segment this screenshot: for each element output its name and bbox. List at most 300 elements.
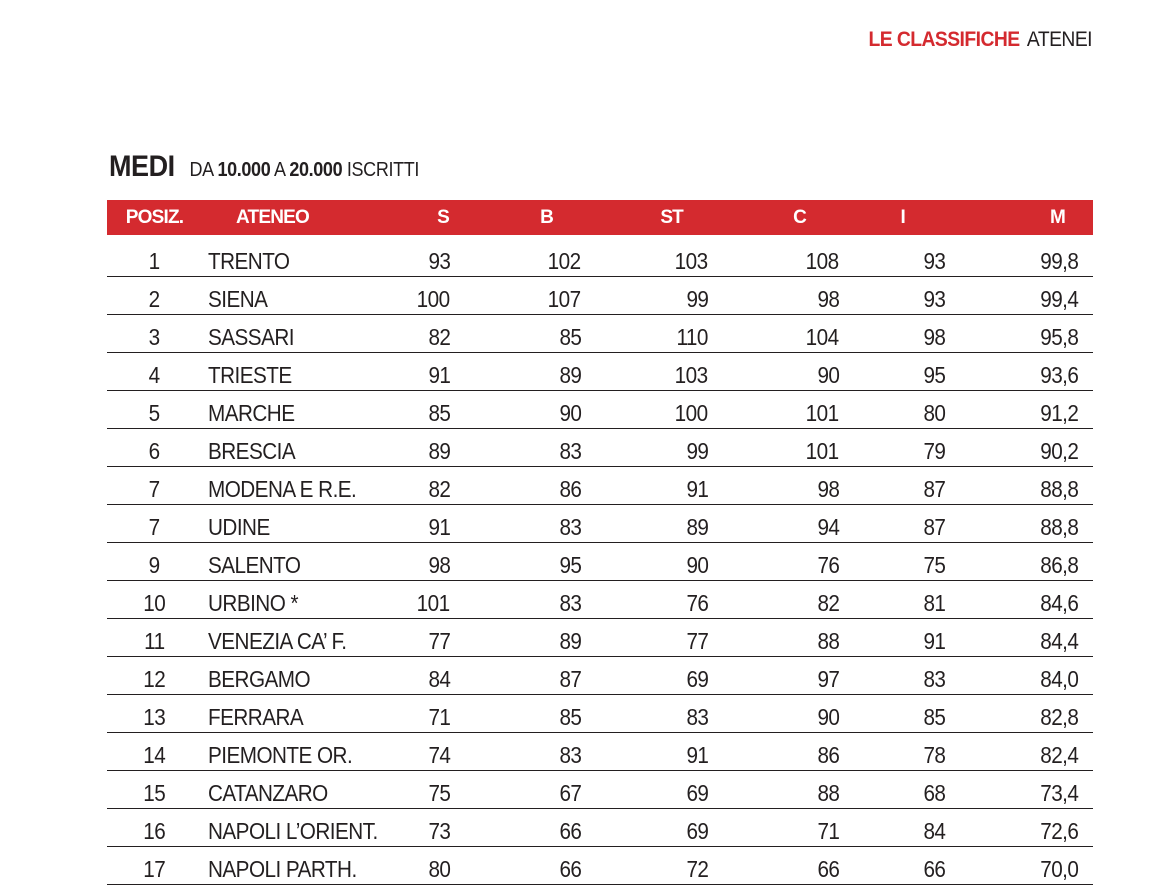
cell-m-text: 84,6 xyxy=(1039,590,1078,616)
cell-name xyxy=(202,809,378,847)
subtitle-max: 20.000 xyxy=(289,159,343,181)
cell-name xyxy=(202,505,366,543)
cell-b-text: 85 xyxy=(559,704,581,730)
cell-pos-text: 2 xyxy=(149,286,160,312)
cell-st-text: 89 xyxy=(686,514,708,540)
cell-b-text: 83 xyxy=(559,438,581,464)
cell-name xyxy=(202,619,366,657)
column-header-pos: POSIZ. xyxy=(107,200,202,235)
cell-m xyxy=(945,733,1093,771)
cell-c-text: 98 xyxy=(817,286,839,312)
cell-m xyxy=(945,543,1093,581)
cell-b xyxy=(450,657,581,695)
cell-i xyxy=(839,733,945,771)
cell-name xyxy=(202,235,366,277)
cell-c-text: 71 xyxy=(817,818,839,844)
table-row xyxy=(107,391,1093,429)
subtitle-mid: A xyxy=(274,159,285,181)
cell-i-text: 83 xyxy=(923,666,945,692)
cell-pos-text: 9 xyxy=(149,552,160,578)
cell-pos-text: 16 xyxy=(143,818,166,844)
cell-b xyxy=(450,581,581,619)
cell-c-text: 90 xyxy=(817,704,839,730)
cell-b-text: 102 xyxy=(548,248,581,274)
cell-m xyxy=(945,315,1093,353)
cell-pos-text: 14 xyxy=(143,742,166,768)
cell-m-text: 99,4 xyxy=(1039,286,1078,312)
column-header-st: ST xyxy=(581,200,708,235)
cell-m-text: 82,4 xyxy=(1039,742,1078,768)
cell-c-text: 76 xyxy=(817,552,839,578)
cell-m xyxy=(945,657,1093,695)
cell-s xyxy=(366,695,450,733)
cell-name xyxy=(202,429,366,467)
cell-pos-text: 12 xyxy=(143,666,166,692)
table-row xyxy=(107,353,1093,391)
column-header-b: B xyxy=(450,200,581,235)
cell-s xyxy=(366,733,450,771)
cell-i xyxy=(839,809,945,847)
cell-s-text: 82 xyxy=(428,324,450,350)
cell-pos-text: 4 xyxy=(149,362,160,388)
cell-m xyxy=(945,771,1093,809)
table-row xyxy=(107,429,1093,467)
column-header-c: C xyxy=(708,200,839,235)
cell-i-text: 75 xyxy=(923,552,945,578)
cell-c xyxy=(708,695,839,733)
cell-pos-text: 17 xyxy=(143,856,166,882)
column-header-m: M xyxy=(945,200,1093,235)
cell-b xyxy=(450,695,581,733)
cell-pos xyxy=(107,809,202,847)
cell-st-text: 103 xyxy=(675,362,708,388)
cell-st-text: 91 xyxy=(686,742,708,768)
cell-b-text: 89 xyxy=(559,362,581,388)
cell-c-text: 90 xyxy=(817,362,839,388)
cell-s xyxy=(366,771,450,809)
cell-b xyxy=(450,315,581,353)
cell-i-text: 98 xyxy=(923,324,945,350)
cell-st-text: 103 xyxy=(675,248,708,274)
cell-m-text: 95,8 xyxy=(1039,324,1078,350)
cell-st xyxy=(581,277,708,315)
cell-s-text: 91 xyxy=(428,362,450,388)
subtitle-prefix: DA xyxy=(189,159,213,181)
cell-st xyxy=(581,733,708,771)
cell-b xyxy=(450,733,581,771)
cell-b-text: 67 xyxy=(559,780,581,806)
cell-name-text: SASSARI xyxy=(208,324,294,350)
cell-c-text: 66 xyxy=(817,856,839,882)
cell-name xyxy=(202,353,366,391)
cell-name-text: MODENA E R.E. xyxy=(208,476,357,502)
cell-c-text: 94 xyxy=(817,514,839,540)
cell-b-text: 83 xyxy=(559,590,581,616)
cell-pos-text: 10 xyxy=(143,590,166,616)
cell-name xyxy=(202,657,366,695)
cell-s-text: 84 xyxy=(428,666,450,692)
cell-s xyxy=(366,619,450,657)
cell-name xyxy=(202,467,366,505)
cell-st xyxy=(581,353,708,391)
cell-st xyxy=(581,235,708,277)
cell-i xyxy=(839,657,945,695)
cell-m xyxy=(945,581,1093,619)
cell-i xyxy=(839,619,945,657)
cell-st-text: 69 xyxy=(686,666,708,692)
cell-c-text: 101 xyxy=(806,438,839,464)
cell-s xyxy=(366,277,450,315)
cell-i xyxy=(839,543,945,581)
cell-pos xyxy=(107,657,202,695)
cell-m-text: 82,8 xyxy=(1039,704,1078,730)
cell-c xyxy=(708,315,839,353)
column-header-i: I xyxy=(839,200,945,235)
cell-c xyxy=(708,809,839,847)
cell-b-text: 66 xyxy=(559,818,581,844)
cell-pos xyxy=(107,733,202,771)
cell-name xyxy=(202,733,366,771)
section-label: LE CLASSIFICHE xyxy=(868,28,1020,51)
cell-m xyxy=(945,353,1093,391)
cell-b-text: 83 xyxy=(559,742,581,768)
category-label: ATENEI xyxy=(1026,28,1092,51)
table-row xyxy=(107,543,1093,581)
cell-i-text: 91 xyxy=(923,628,945,654)
cell-i xyxy=(839,315,945,353)
cell-s xyxy=(366,467,450,505)
cell-i-text: 80 xyxy=(923,400,945,426)
cell-s-text: 98 xyxy=(428,552,450,578)
cell-i-text: 87 xyxy=(923,514,945,540)
cell-s-text: 74 xyxy=(428,742,450,768)
cell-pos xyxy=(107,467,202,505)
cell-b xyxy=(450,543,581,581)
table-row xyxy=(107,277,1093,315)
cell-c xyxy=(708,505,839,543)
cell-m-text: 70,0 xyxy=(1039,856,1078,882)
cell-st xyxy=(581,581,708,619)
cell-b xyxy=(450,391,581,429)
cell-pos-text: 5 xyxy=(149,400,160,426)
cell-i-text: 81 xyxy=(923,590,945,616)
cell-i-text: 93 xyxy=(923,286,945,312)
cell-m-text: 93,6 xyxy=(1039,362,1078,388)
cell-b-text: 83 xyxy=(559,514,581,540)
cell-c xyxy=(708,619,839,657)
ranking-table xyxy=(107,200,1093,885)
cell-b-text: 66 xyxy=(559,856,581,882)
cell-c xyxy=(708,353,839,391)
cell-name-text: FERRARA xyxy=(208,704,304,730)
cell-b xyxy=(450,353,581,391)
cell-i xyxy=(839,277,945,315)
cell-pos-text: 7 xyxy=(149,514,160,540)
cell-b xyxy=(450,505,581,543)
cell-b-text: 95 xyxy=(559,552,581,578)
cell-st-text: 77 xyxy=(686,628,708,654)
cell-st-text: 99 xyxy=(686,286,708,312)
cell-st xyxy=(581,467,708,505)
cell-st xyxy=(581,695,708,733)
cell-s xyxy=(366,235,450,277)
cell-b-text: 87 xyxy=(559,666,581,692)
cell-i-text: 78 xyxy=(923,742,945,768)
table-title-main: MEDI xyxy=(109,150,175,183)
cell-i xyxy=(839,505,945,543)
cell-c xyxy=(708,235,839,277)
cell-name-text: BRESCIA xyxy=(208,438,296,464)
cell-name-text: NAPOLI L’ORIENT. xyxy=(208,818,378,844)
table-row xyxy=(107,581,1093,619)
cell-st-text: 76 xyxy=(686,590,708,616)
subtitle-suffix: ISCRITTI xyxy=(346,159,420,181)
cell-name-text: PIEMONTE OR. xyxy=(208,742,353,768)
cell-m xyxy=(945,429,1093,467)
cell-pos xyxy=(107,391,202,429)
cell-i xyxy=(839,771,945,809)
cell-c xyxy=(708,543,839,581)
cell-b xyxy=(450,809,581,847)
cell-s-text: 71 xyxy=(428,704,450,730)
cell-m xyxy=(945,391,1093,429)
cell-s-text: 101 xyxy=(417,590,450,616)
table-row xyxy=(107,315,1093,353)
cell-b-text: 86 xyxy=(559,476,581,502)
cell-st-text: 99 xyxy=(686,438,708,464)
cell-name xyxy=(202,543,366,581)
column-header-name: ATENEO xyxy=(202,200,366,235)
cell-name-text: BERGAMO xyxy=(208,666,311,692)
table-row xyxy=(107,695,1093,733)
cell-pos xyxy=(107,543,202,581)
cell-i-text: 93 xyxy=(923,248,945,274)
page-header xyxy=(868,28,1092,52)
cell-name-text: CATANZARO xyxy=(208,780,328,806)
cell-pos xyxy=(107,771,202,809)
table-body xyxy=(107,235,1093,885)
cell-pos xyxy=(107,315,202,353)
cell-m-text: 88,8 xyxy=(1039,476,1078,502)
cell-s-text: 85 xyxy=(428,400,450,426)
cell-m-text: 84,0 xyxy=(1039,666,1078,692)
cell-c-text: 88 xyxy=(817,780,839,806)
cell-b xyxy=(450,235,581,277)
cell-i xyxy=(839,429,945,467)
cell-s xyxy=(366,809,450,847)
cell-i xyxy=(839,353,945,391)
cell-st xyxy=(581,809,708,847)
cell-name xyxy=(202,391,366,429)
cell-s xyxy=(366,543,450,581)
cell-c-text: 101 xyxy=(806,400,839,426)
cell-c-text: 88 xyxy=(817,628,839,654)
cell-pos xyxy=(107,619,202,657)
cell-m xyxy=(945,505,1093,543)
table-row xyxy=(107,809,1093,847)
cell-i xyxy=(839,695,945,733)
table-row xyxy=(107,235,1093,277)
cell-m xyxy=(945,619,1093,657)
cell-name xyxy=(202,277,366,315)
cell-name-text: VENEZIA CA’ F. xyxy=(208,628,347,654)
cell-c-text: 104 xyxy=(806,324,839,350)
cell-s xyxy=(366,353,450,391)
cell-m-text: 84,4 xyxy=(1039,628,1078,654)
cell-i-text: 84 xyxy=(923,818,945,844)
cell-c xyxy=(708,657,839,695)
cell-name-text: NAPOLI PARTH. xyxy=(208,856,357,882)
cell-b xyxy=(450,467,581,505)
cell-m-text: 88,8 xyxy=(1039,514,1078,540)
cell-c xyxy=(708,771,839,809)
cell-name-text: SIENA xyxy=(208,286,268,312)
cell-pos-text: 6 xyxy=(149,438,160,464)
cell-m xyxy=(945,695,1093,733)
cell-st-text: 83 xyxy=(686,704,708,730)
cell-name xyxy=(202,581,366,619)
cell-m xyxy=(945,235,1093,277)
cell-i-text: 95 xyxy=(923,362,945,388)
cell-s xyxy=(366,391,450,429)
cell-name-text: TRENTO xyxy=(208,248,290,274)
cell-i xyxy=(839,581,945,619)
cell-b-text: 85 xyxy=(559,324,581,350)
cell-b-text: 107 xyxy=(548,286,581,312)
cell-pos xyxy=(107,695,202,733)
cell-pos-text: 11 xyxy=(144,628,165,654)
cell-s-text: 100 xyxy=(417,286,450,312)
cell-s xyxy=(366,315,450,353)
cell-name xyxy=(202,771,366,809)
cell-pos xyxy=(107,505,202,543)
cell-name-text: SALENTO xyxy=(208,552,301,578)
cell-i-text: 87 xyxy=(923,476,945,502)
cell-pos-text: 13 xyxy=(143,704,166,730)
cell-b xyxy=(450,771,581,809)
cell-s-text: 75 xyxy=(428,780,450,806)
cell-m-text: 91,2 xyxy=(1039,400,1078,426)
cell-pos xyxy=(107,581,202,619)
cell-s xyxy=(366,581,450,619)
cell-c-text: 97 xyxy=(817,666,839,692)
column-header-s: S xyxy=(366,200,450,235)
cell-m xyxy=(945,467,1093,505)
cell-st xyxy=(581,315,708,353)
cell-b xyxy=(450,619,581,657)
cell-pos xyxy=(107,429,202,467)
cell-m-text: 73,4 xyxy=(1039,780,1078,806)
cell-i xyxy=(839,467,945,505)
cell-s xyxy=(366,429,450,467)
cell-pos-text: 3 xyxy=(149,324,160,350)
cell-s-text: 82 xyxy=(428,476,450,502)
cell-i-text: 68 xyxy=(923,780,945,806)
cell-m-text: 99,8 xyxy=(1039,248,1078,274)
table-row xyxy=(107,657,1093,695)
cell-name xyxy=(202,315,366,353)
table-row xyxy=(107,505,1093,543)
cell-s xyxy=(366,505,450,543)
cell-st xyxy=(581,543,708,581)
cell-s-text: 91 xyxy=(428,514,450,540)
cell-s-text: 77 xyxy=(428,628,450,654)
cell-c xyxy=(708,277,839,315)
cell-pos xyxy=(107,235,202,277)
cell-c-text: 108 xyxy=(806,248,839,274)
cell-name xyxy=(202,695,366,733)
cell-pos xyxy=(107,277,202,315)
cell-b xyxy=(450,429,581,467)
cell-name-text: URBINO * xyxy=(208,590,298,616)
cell-i-text: 85 xyxy=(923,704,945,730)
cell-s xyxy=(366,657,450,695)
cell-st xyxy=(581,505,708,543)
cell-st xyxy=(581,429,708,467)
cell-c xyxy=(708,429,839,467)
table-row xyxy=(107,771,1093,809)
cell-c xyxy=(708,391,839,429)
cell-b-text: 90 xyxy=(559,400,581,426)
cell-b xyxy=(450,277,581,315)
cell-m-text: 90,2 xyxy=(1039,438,1078,464)
cell-s-text: 89 xyxy=(428,438,450,464)
cell-pos xyxy=(107,353,202,391)
cell-st-text: 90 xyxy=(686,552,708,578)
cell-st-text: 69 xyxy=(686,780,708,806)
cell-m-text: 86,8 xyxy=(1039,552,1078,578)
table-title xyxy=(109,150,419,184)
cell-st-text: 100 xyxy=(675,400,708,426)
cell-st-text: 69 xyxy=(686,818,708,844)
cell-c xyxy=(708,581,839,619)
cell-st-text: 91 xyxy=(686,476,708,502)
cell-i xyxy=(839,391,945,429)
cell-st xyxy=(581,771,708,809)
cell-s-text: 73 xyxy=(428,818,450,844)
cell-c-text: 82 xyxy=(817,590,839,616)
cell-b-text: 89 xyxy=(559,628,581,654)
cell-st-text: 110 xyxy=(676,324,708,350)
table-header-row xyxy=(107,200,1093,235)
table-row xyxy=(107,733,1093,771)
cell-st xyxy=(581,391,708,429)
cell-i-text: 79 xyxy=(923,438,945,464)
cell-m-text: 72,6 xyxy=(1039,818,1078,844)
cell-m xyxy=(945,277,1093,315)
cell-m xyxy=(945,809,1093,847)
cell-c-text: 86 xyxy=(817,742,839,768)
subtitle-min: 10.000 xyxy=(217,159,271,181)
cell-pos-text: 15 xyxy=(143,780,166,806)
cell-st xyxy=(581,619,708,657)
cell-c xyxy=(708,733,839,771)
cell-name-text: UDINE xyxy=(208,514,270,540)
cell-pos-text: 1 xyxy=(149,248,160,274)
cell-st-text: 72 xyxy=(686,856,708,882)
cell-st xyxy=(581,657,708,695)
table-title-subtitle xyxy=(190,159,420,181)
cell-name-text: MARCHE xyxy=(208,400,295,426)
cell-s-text: 80 xyxy=(428,856,450,882)
cell-c xyxy=(708,467,839,505)
cell-i xyxy=(839,235,945,277)
cell-c-text: 98 xyxy=(817,476,839,502)
cell-s-text: 93 xyxy=(428,248,450,274)
cell-name-text: TRIESTE xyxy=(208,362,292,388)
table-row xyxy=(107,619,1093,657)
table-row xyxy=(107,467,1093,505)
